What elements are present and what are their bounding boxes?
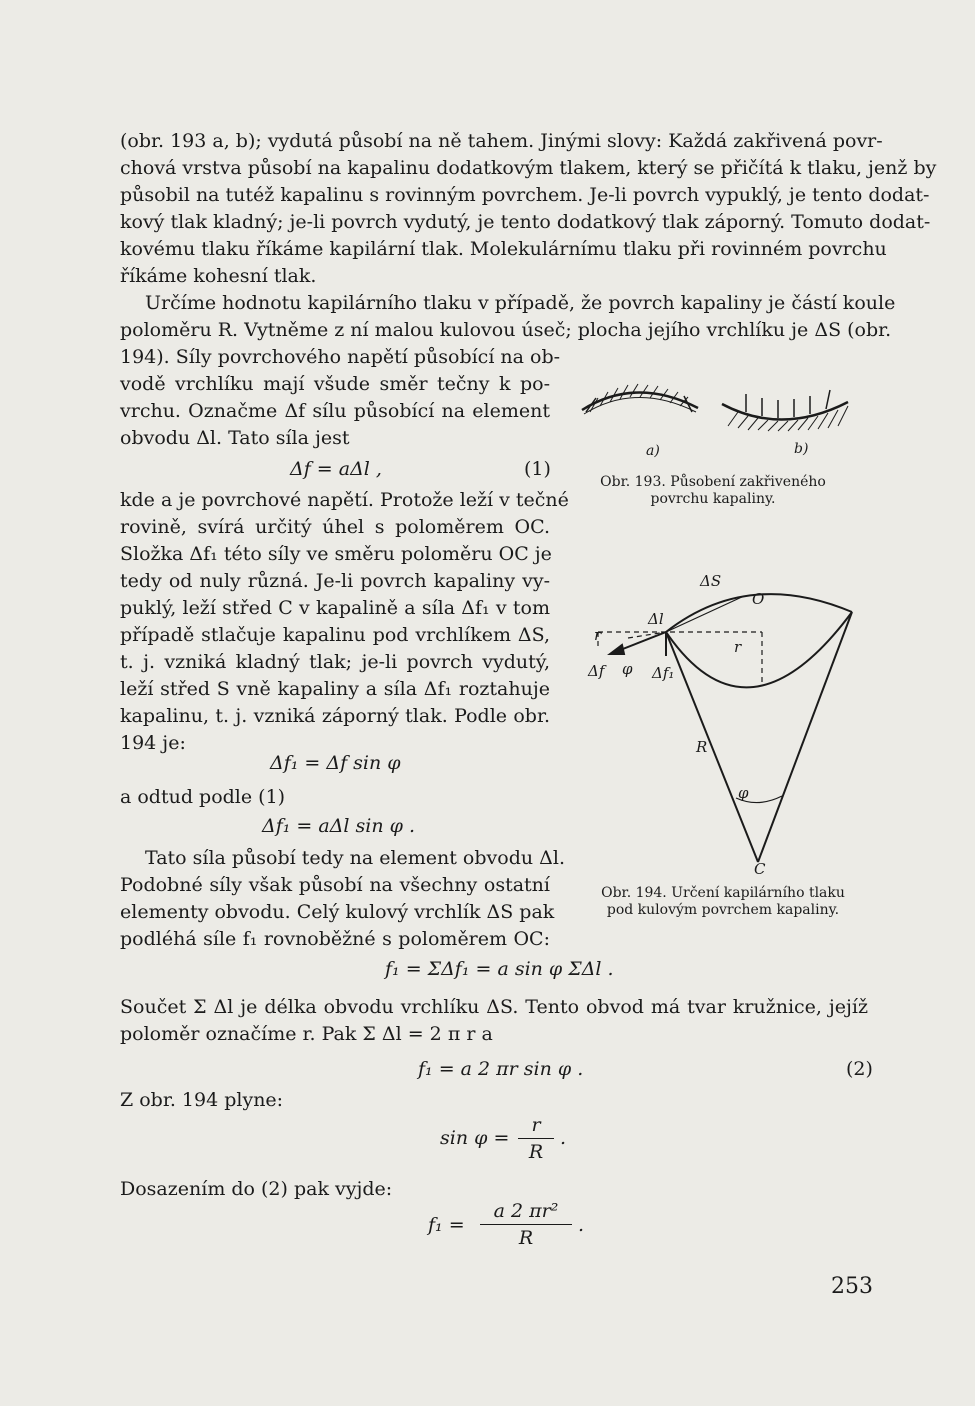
fraction: [480, 1200, 572, 1249]
figure-193-caption: povrchu kapaliny.: [650, 491, 776, 507]
text-line: 194). Síly povrchového napětí působící na ob-: [120, 346, 561, 368]
equation-end: .: [578, 1214, 585, 1236]
text-line: elementy obvodu. Celý kulový vrchlík ΔS pak: [120, 901, 555, 923]
text-line: působil na tutéž kapalinu s rovinným povrchem. Je-li povrch vypuklý, je tento dodat-: [120, 184, 930, 206]
text-line: podléhá síle f₁ rovnoběžné s poloměrem OC:: [120, 928, 550, 950]
text-line: kovému tlaku říkáme kapilární tlak. Molekulárnímu tlaku při rovinném povrchu: [120, 238, 887, 260]
figure-194-caption: Obr. 194. Určení kapilárního tlaku: [601, 885, 845, 901]
fraction-bar: [480, 1224, 572, 1225]
text-line: kde a je povrchové napětí. Protože leží v tečné: [120, 489, 569, 511]
page-number: 253: [831, 1274, 873, 1299]
figure-193-label-b: b): [794, 441, 809, 457]
equation-sinphi-lhs: sin φ =: [440, 1127, 510, 1149]
equation-number: (2): [846, 1058, 873, 1080]
figure-193b-concave-surface: [722, 390, 848, 431]
text-line: obvodu Δl. Tato síla jest: [120, 427, 350, 449]
figure-194-label-r: r: [734, 638, 742, 656]
text-line: Z obr. 194 plyne:: [120, 1089, 284, 1111]
text-line: chová vrstva působí na kapalinu dodatkovým tlakem, který se přičítá k tlaku, jenž by: [120, 157, 937, 179]
figure-194-label-R: R: [696, 738, 708, 756]
equation-final-lhs: f₁ =: [428, 1214, 465, 1236]
fraction-bar: [518, 1138, 554, 1139]
text-line: Tato síla působí tedy na element obvodu Δl.: [145, 847, 565, 869]
text-line: kapalinu, t. j. vzniká záporný tlak. Podle obr.: [120, 705, 550, 727]
spherical-cap-bottom: [666, 612, 852, 687]
text-line: a odtud podle (1): [120, 786, 286, 808]
fraction: [518, 1114, 554, 1163]
equation-2: f₁ = a 2 πr sin φ .: [418, 1058, 584, 1080]
equation-sin-2: Δf₁ = aΔl sin φ .: [262, 815, 416, 837]
figure-194-caption: pod kulovým povrchem kapaliny.: [606, 902, 840, 918]
text-line: Určíme hodnotu kapilárního tlaku v případě, že povrch kapaliny je částí koule: [145, 292, 896, 314]
figure-193a-convex-surface: [582, 384, 698, 414]
text-line: poloměru R. Vytněme z ní malou kulovou úseč; plocha jejího vrchlíku je ΔS (obr.: [120, 319, 892, 341]
text-line: Dosazením do (2) pak vyjde:: [120, 1178, 393, 1200]
text-line: (obr. 193 a, b); vydutá působí na ně tahem. Jinými slovy: Každá zakřivená povr-: [120, 130, 883, 152]
figure-193-caption: Obr. 193. Působení zakřiveného: [600, 474, 826, 490]
figure-194-label-phi-top: φ: [622, 660, 633, 678]
figure-194-label-r-left: r: [594, 626, 602, 644]
equation-sum: f₁ = ΣΔf₁ = a sin φ ΣΔl .: [385, 958, 614, 980]
figure-194-label-O: O: [752, 590, 765, 608]
text-line: vodě vrchlíku mají všude směr tečny k po-: [120, 373, 550, 395]
cone-edge-right: [758, 612, 852, 862]
text-line: 194 je:: [120, 732, 186, 754]
text-line: leží střed S vně kapaliny a síla Δf₁ roztahuje: [120, 678, 550, 700]
text-line: říkáme kohesní tlak.: [120, 265, 317, 287]
figure-194-label-dl: Δl: [648, 610, 664, 628]
text-line: poloměr označíme r. Pak Σ Δl = 2 π r a: [120, 1023, 493, 1045]
figure-194-label-phi: φ: [738, 784, 749, 802]
text-line: t. j. vzniká kladný tlak; je-li povrch vydutý,: [120, 651, 550, 673]
figure-193-label-a: a): [646, 443, 660, 459]
radius-line: [666, 596, 744, 632]
text-line: puklý, leží střed C v kapalině a síla Δf₁ v tom: [120, 597, 550, 619]
figure-194-label-df: Δf: [588, 662, 605, 680]
figure-193: [576, 378, 860, 458]
figure-194-label-C: C: [754, 860, 766, 878]
equation-1: Δf = aΔl ,: [290, 458, 382, 480]
equation-sin: Δf₁ = Δf sin φ: [270, 752, 401, 774]
text-line: Složka Δf₁ této síly ve směru poloměru OC je: [120, 543, 552, 565]
figure-194-cone-diagram: [588, 572, 858, 882]
text-line: Podobné síly však působí na všechny ostatní: [120, 874, 550, 896]
figure-194-label-dS: ΔS: [700, 572, 722, 590]
text-line: rovině, svírá určitý úhel s poloměrem OC.: [120, 516, 550, 538]
text-line: tedy od nuly různá. Je-li povrch kapaliny vy-: [120, 570, 550, 592]
equation-end: .: [560, 1127, 567, 1149]
fraction-denominator: R: [518, 1227, 534, 1249]
figure-194-label-df1: Δf₁: [652, 664, 675, 682]
equation-number: (1): [524, 458, 551, 480]
cone-edge-left: [666, 632, 758, 862]
text-line: vrchu. Označme Δf sílu působící na element: [120, 400, 550, 422]
fraction-numerator: r: [531, 1114, 541, 1136]
fraction-numerator: a 2 πr²: [493, 1200, 559, 1222]
text-line: Součet Σ Δl je délka obvodu vrchlíku ΔS. Tento obvod má tvar kružnice, jejíž: [120, 996, 868, 1018]
text-line: kový tlak kladný; je-li povrch vydutý, je tento dodatkový tlak záporný. Tomuto dodat-: [120, 211, 931, 233]
text-line: případě stlačuje kapalinu pod vrchlíkem ΔS,: [120, 624, 550, 646]
fraction-denominator: R: [528, 1141, 544, 1163]
